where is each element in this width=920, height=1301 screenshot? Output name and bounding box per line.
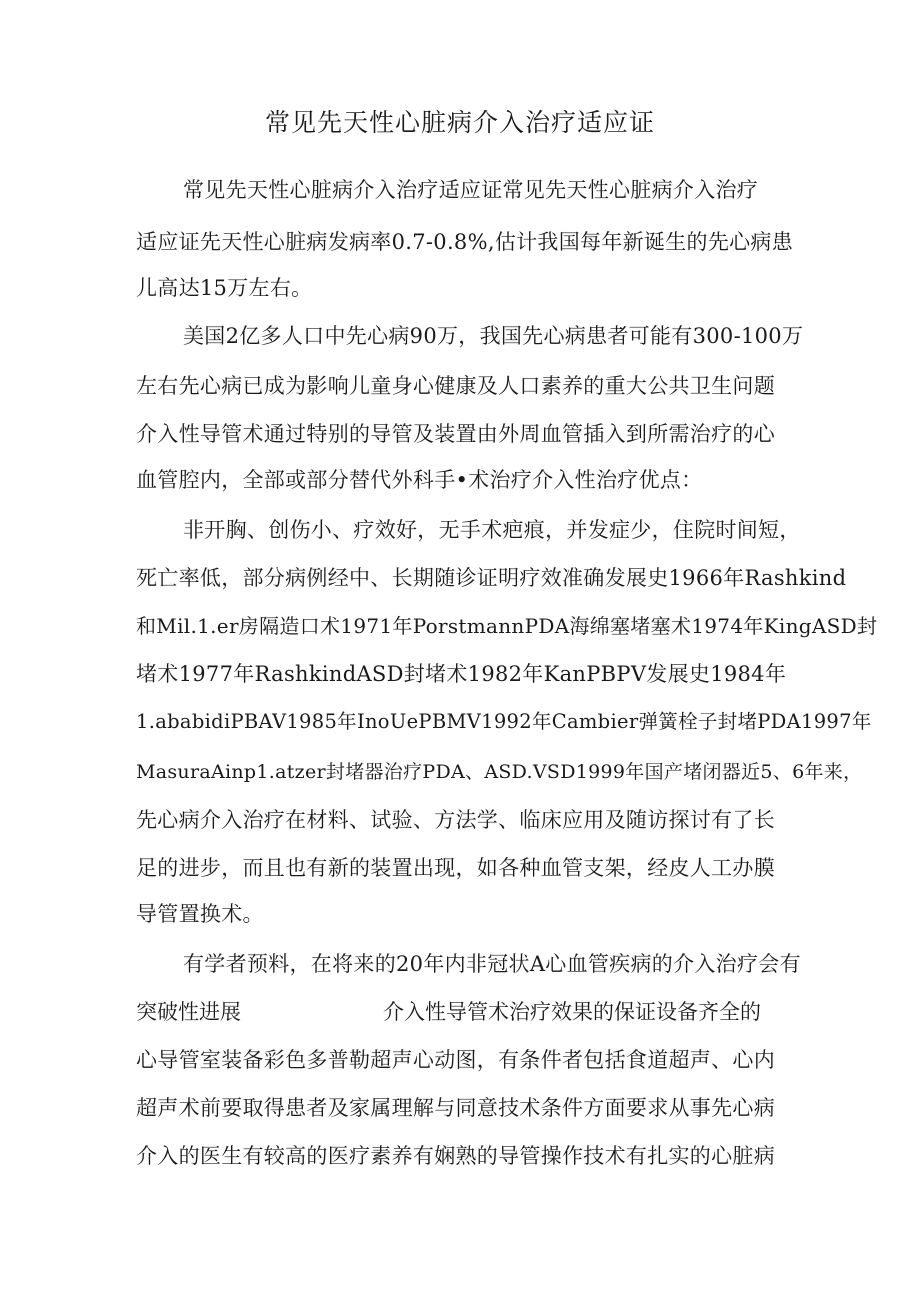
paragraph-3-line-1: 非开胸、创伤小、疗效好，无手术疤痕，并发症少，住院时间短， <box>183 518 801 542</box>
paragraph-3-line-2: 死亡率低，部分病例经中、长期随诊证明疗效准确发展史1966年Rashkind <box>136 566 847 590</box>
paragraph-4-line-2b: 介入性导管术治疗效果的保证设备齐全的 <box>383 1000 761 1024</box>
document-title: 常见先天性心脏病介入治疗适应证 <box>264 108 655 137</box>
paragraph-3-line-6: MasuraAinp1.atzer封堵器治疗PDA、ASD.VSD1999年国产堵闭器近5、6年来， <box>136 761 863 783</box>
paragraph-2-line-2: 左右先心病已成为影响儿童身心健康及人口素养的重大公共卫生问题 <box>136 374 775 398</box>
paragraph-3-line-4: 堵术1977年RashkindASD封堵术1982年KanPBPV发展史1984年 <box>136 662 787 686</box>
paragraph-1-line-3: 儿高达15万左右。 <box>136 276 313 300</box>
paragraph-2-line-4: 血管腔内，全部或部分替代外科手•术治疗介入性治疗优点： <box>136 468 703 492</box>
paragraph-4-line-5: 介入的医生有较高的医疗素养有娴熟的导管操作技术有扎实的心脏病 <box>136 1144 775 1168</box>
paragraph-3-line-3: 和Mil.1.er房隔造口术1971年PorstmannPDA海绵塞堵塞术1974年KingASD封 <box>136 614 878 638</box>
paragraph-3-line-7: 先心病介入治疗在材料、试验、方法学、临床应用及随访探讨有了长 <box>136 808 775 832</box>
paragraph-3-line-9: 导管置换术。 <box>136 902 264 926</box>
paragraph-2-line-1: 美国2亿多人口中先心病90万，我国先心病患者可能有300-100万 <box>183 324 804 348</box>
paragraph-1-line-2: 适应证先天性心脏病发病率0.7-0.8%,估计我国每年新诞生的先心病患 <box>136 230 794 254</box>
paragraph-3-line-8: 足的进步，而且也有新的装置出现，如各种血管支架，经皮人工办膜 <box>136 856 775 880</box>
paragraph-3-line-5: 1.ababidiPBAV1985年InoUePBMV1992年Cambier弹簧栓子封堵PDA1997年 <box>136 710 872 733</box>
paragraph-4-line-3: 心导管室装备彩色多普勒超声心动图，有条件者包括食道超声、心内 <box>136 1048 775 1072</box>
paragraph-4-line-2a: 突破性进展 <box>136 1000 241 1024</box>
paragraph-4-line-4: 超声术前要取得患者及家属理解与同意技术条件方面要求从事先心病 <box>136 1096 775 1120</box>
paragraph-4-line-1: 有学者预料，在将来的20年内非冠状A心血管疾病的介入治疗会有 <box>183 952 801 976</box>
paragraph-2-line-3: 介入性导管术通过特别的导管及装置由外周血管插入到所需治疗的心 <box>136 422 775 446</box>
paragraph-1-line-1: 常见先天性心脏病介入治疗适应证常见先天性心脏病介入治疗 <box>183 178 759 202</box>
